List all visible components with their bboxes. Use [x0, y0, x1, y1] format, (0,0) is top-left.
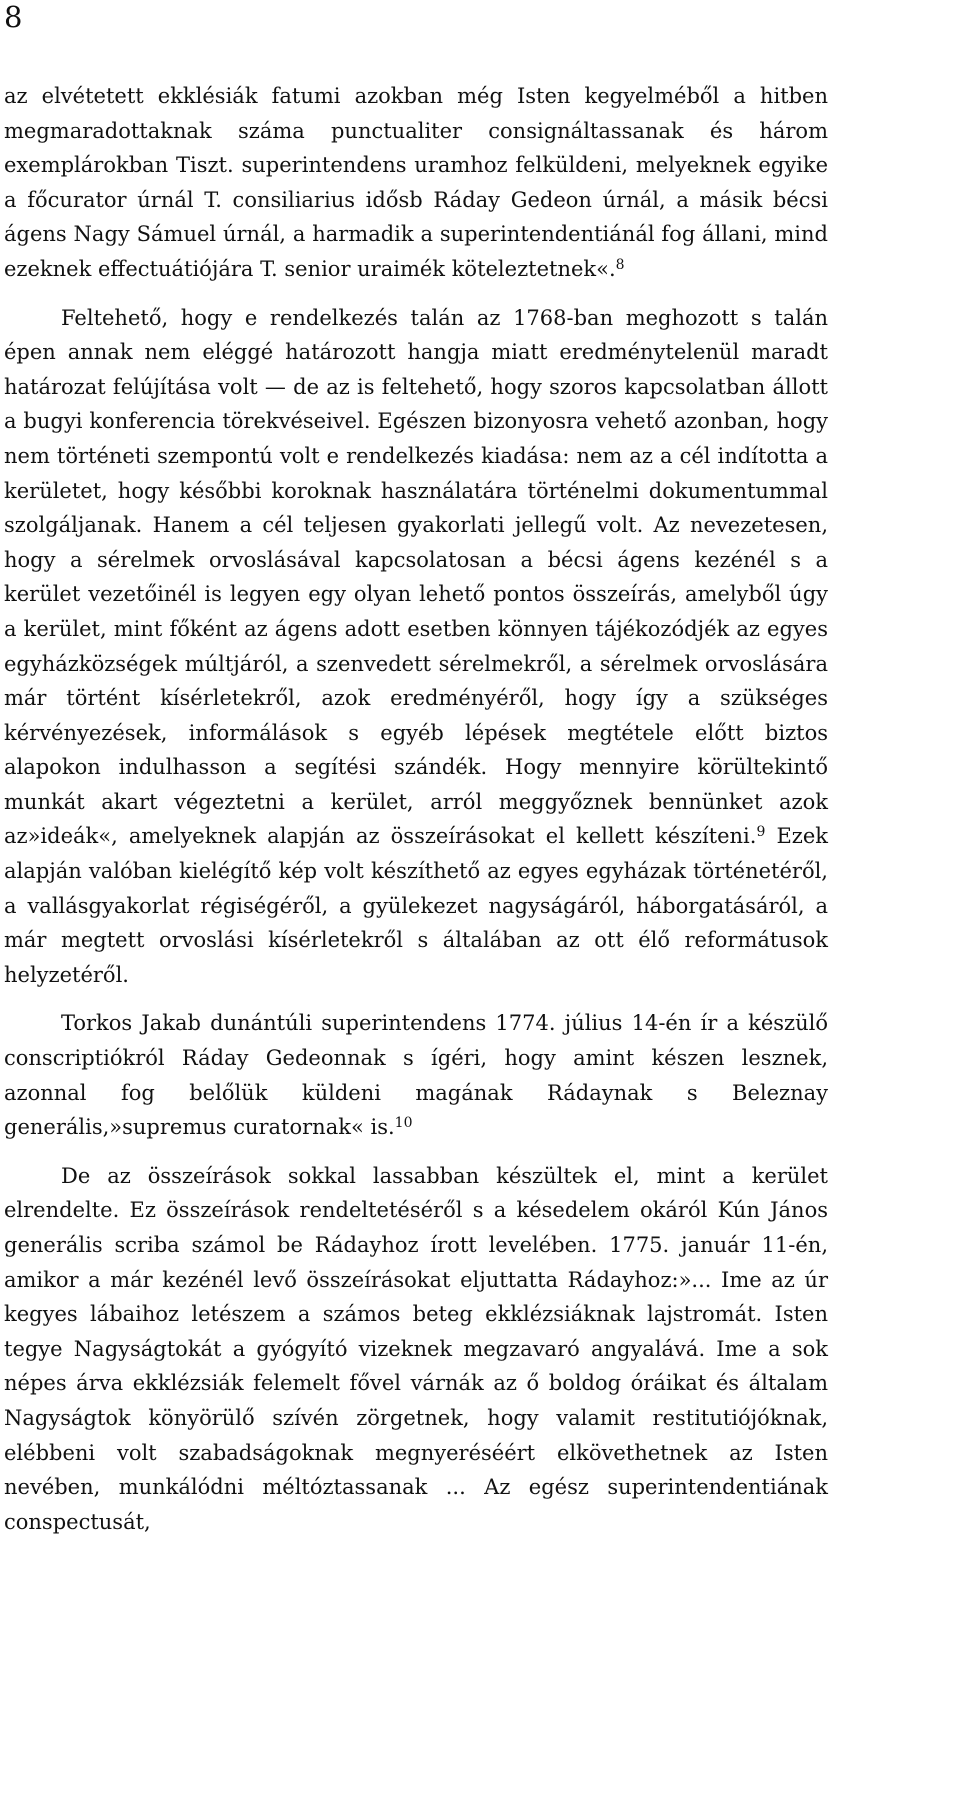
- paragraph-3: [4, 1006, 828, 1144]
- footnote-ref-8: 8: [615, 256, 625, 273]
- paragraph-2: [4, 301, 828, 993]
- paragraph-text: Torkos Jakab dunántúli superintendens 1774. július 14-én ír a készülő conscriptiókról Ráday Gedeonnak s ígéri, hogy amint készen lesznek, azonnal fog belőlük küldeni magának Rádaynak s Beleznay generális,»supremus curatornak« is.: [4, 1011, 828, 1140]
- footnote-ref-9: 9: [756, 824, 766, 841]
- paragraph-text: De az összeírások sokkal lassabban készültek el, mint a kerület elrendelte. Ez összeírások rendeltetéséről s a késedelem okáról Kún János generális scriba számol be Rádayhoz írott levelében. 1775. január 11-én, amikor a már kezénél levő összeírásokat eljuttatta Rádayhoz:»... Ime az úr kegyes lábaihoz letészem a számos beteg ekklézsiáknak lajstromát. Isten tegye Nagyságtokát a gyógyító vizeknek megzavaró angyalává. Ime a sok népes árva ekklézsiák felemelt fővel várnák az ő boldog óráikat és általam Nagyságtok könyörülő szívén zörgetnek, hogy valamit restitutiójóknak, elébbeni volt szabadságoknak megnyeréséért elkövethetnek az Isten nevében, munkálódni méltóztassanak ... Az egész superintendentiának conspectusát,: [4, 1163, 828, 1534]
- footnote-ref-10: 10: [394, 1115, 413, 1132]
- paragraph-text: az elvétetett ekklésiák fatumi azokban még Isten kegyelméből a hitben megmaradottaknak száma punctualiter consignáltassanak és három exemplárokban Tiszt. superintendens uramhoz felküldeni, melyeknek egyike a főcurator úrnál T. consiliarius idősb Ráday Gedeon úrnál, a másik bécsi ágens Nagy Sámuel úrnál, a harmadik a superintendentiánál fog állani, mind ezeknek effectuátiójára T. senior uraimék köteleztetnek«.: [4, 84, 828, 281]
- paragraph-1: [4, 79, 828, 287]
- paragraph-4: [4, 1159, 828, 1540]
- paragraph-text-continued: Ezek alapján valóban kielégítő kép volt készíthető az egyes egyházak történetéről, a vallásgyakorlat régiségéről, a gyülekezet nagyságáról, háborgatásáról, a már megtett orvoslási kísérletekről s általában az ott élő reformátusok helyzetéről.: [4, 824, 828, 987]
- body-text: [4, 79, 828, 1539]
- paragraph-text: Feltehető, hogy e rendelkezés talán az 1768-ban meghozott s talán épen annak nem eléggé határozott hangja miatt eredménytelenül maradt határozat felújítása volt — de az is feltehető, hogy szoros kapcsolatban állott a bugyi konferencia törekvéseivel. Egészen bizonyosra vehető azonban, hogy nem történeti szempontú volt e rendelkezés kiadása: nem az a cél indította a kerületet, hogy későbbi koroknak használatára történelmi dokumentummal szolgáljanak. Hanem a cél teljesen gyakorlati jellegű volt. Az nevezetesen, hogy a sérelmek orvoslásával kapcsolatosan a bécsi ágens kezénél s a kerület vezetőinél is legyen egy olyan lehető pontos összeírás, amelyből úgy a kerület, mint főként az ágens adott esetben könnyen tájékozódjék az egyes egyházközségek múltjáról, a szenvedett sérelmekről, a sérelmek orvoslására már történt kísérletekről, azok eredményéről, hogy így a szükséges kérvényezések, informálások s egyéb lépések megtétele előtt biztos alapokon indulhasson a segítési szándék. Hogy mennyire körültekintő munkát akart végeztetni a kerület, arról meggyőznek bennünket azok az»ideák«, amelyeknek alapján az összeírásokat el kellett készíteni.: [4, 305, 828, 849]
- page-number: 8: [4, 0, 23, 34]
